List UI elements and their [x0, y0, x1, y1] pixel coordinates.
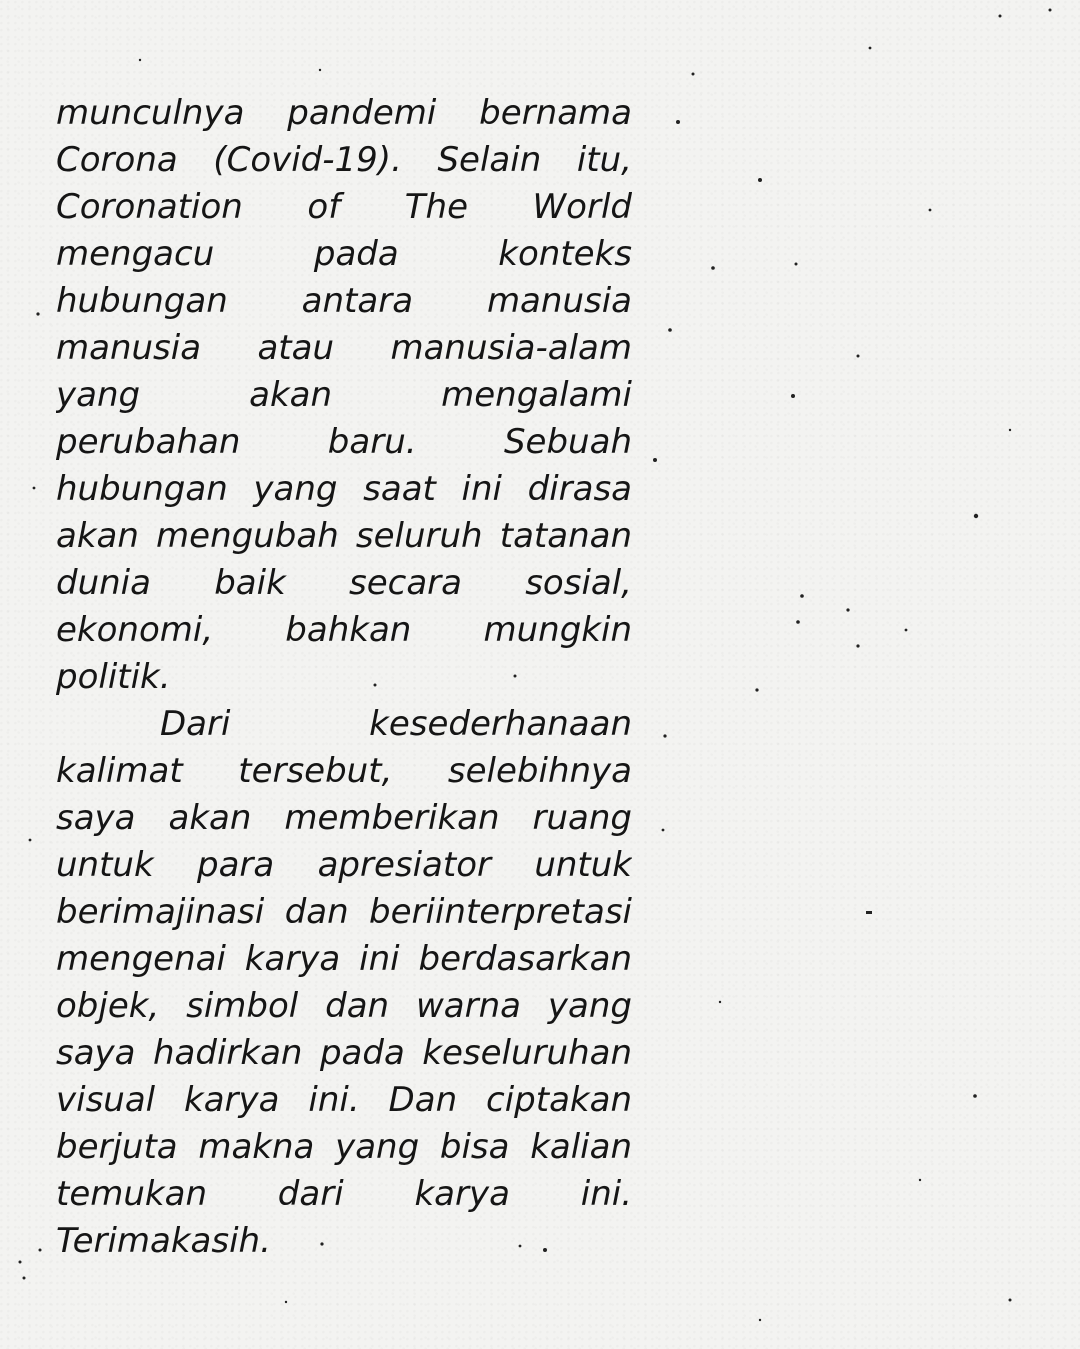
text-line: objek, simbol dan warna yang [56, 986, 632, 1026]
text-line: berimajinasi dan beriinterpretasi [56, 892, 632, 932]
text-line: hubungan antara manusia [56, 281, 632, 321]
text-line: hubungan yang saat ini dirasa [56, 469, 632, 509]
text-line: berjuta makna yang bisa kalian [56, 1127, 632, 1167]
text-line: Corona (Covid-19). Selain itu, [56, 140, 632, 180]
body-text [56, 90, 632, 1265]
text-line: visual karya ini. Dan ciptakan [56, 1080, 632, 1120]
text-line: Terimakasih. [56, 1221, 271, 1261]
paragraph-1 [56, 90, 632, 701]
text-line: ekonomi, bahkan mungkin [56, 610, 632, 650]
text-line: perubahan baru. Sebuah [56, 422, 632, 462]
text-line: munculnya pandemi bernama [56, 93, 632, 133]
text-line: akan mengubah seluruh tatanan [56, 516, 632, 556]
text-line: yang akan mengalami [56, 375, 632, 415]
text-line: politik. [56, 657, 171, 697]
text-line: Coronation of The World [56, 187, 632, 227]
text-line: dunia baik secara sosial, [56, 563, 632, 603]
text-line: mengacu pada konteks [56, 234, 632, 274]
text-line: Dari kesederhanaan [160, 704, 632, 744]
text-line: temukan dari karya ini. [56, 1174, 632, 1214]
paragraph-2 [56, 701, 632, 1265]
text-line: saya akan memberikan ruang [56, 798, 632, 838]
text-line: manusia atau manusia-alam [56, 328, 632, 368]
text-line: untuk para apresiator untuk [56, 845, 632, 885]
text-line: mengenai karya ini berdasarkan [56, 939, 632, 979]
text-line: saya hadirkan pada keseluruhan [56, 1033, 632, 1073]
text-line: kalimat tersebut, selebihnya [56, 751, 632, 791]
